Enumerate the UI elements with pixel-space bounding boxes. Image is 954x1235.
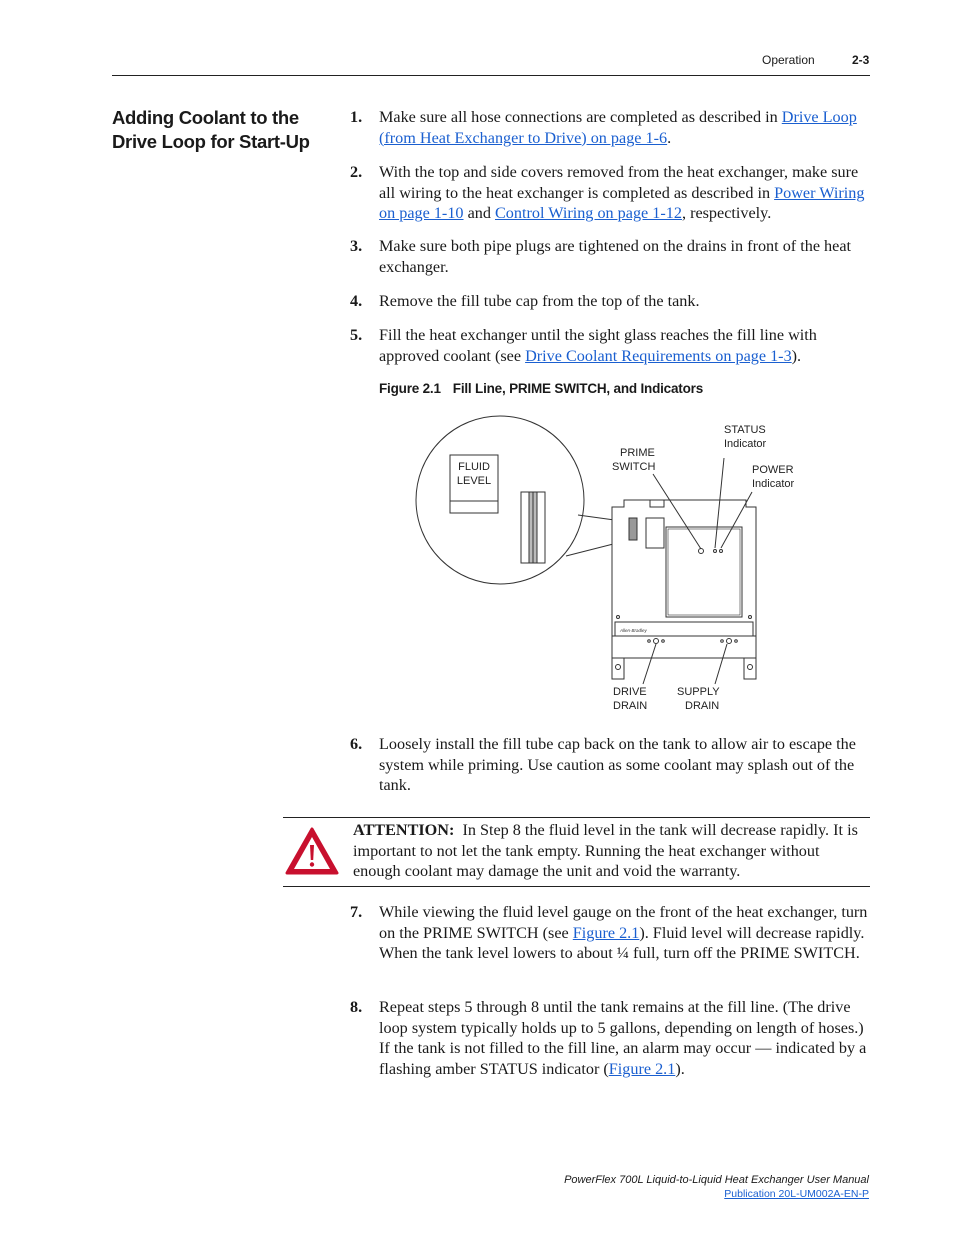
fluid-level-label-1: FLUID xyxy=(458,461,490,473)
footer-manual-title: PowerFlex 700L Liquid-to-Liquid Heat Exchanger User Manual xyxy=(564,1174,869,1186)
gauge-window xyxy=(646,518,664,548)
step-4 xyxy=(350,291,872,312)
status-label-1: STATUS xyxy=(724,424,766,436)
step-2 xyxy=(350,162,872,224)
power-indicator-led xyxy=(720,550,723,553)
step-text: While viewing the fluid level gauge on the front of the heat exchanger, turn on the PRIME SWITCH (see Figure 2.1). Fluid level will decrease rapidly. When the tank level lowers to about ¼ full, turn off the PRIME SWITCH. xyxy=(379,903,868,962)
cross-reference-link[interactable]: Control Wiring on page 1-12 xyxy=(494,204,682,222)
step-6 xyxy=(350,734,872,796)
step-7 xyxy=(350,902,872,964)
prime-switch-label-1: PRIME xyxy=(620,447,655,459)
step-number: 3. xyxy=(350,237,363,255)
step-text: Remove the fill tube cap from the top of the tank. xyxy=(379,292,700,310)
page-number: 2-3 xyxy=(852,53,870,67)
front-panel xyxy=(666,527,742,617)
heat-exchanger-figure xyxy=(410,405,810,725)
step-number: 5. xyxy=(350,326,363,344)
step-number: 2. xyxy=(350,163,363,181)
cross-reference-link[interactable]: Figure 2.1 xyxy=(572,923,640,942)
cross-reference-link[interactable]: Power Wiring on page 1-10 xyxy=(379,183,865,222)
drive-drain-label-2: DRAIN xyxy=(613,700,648,712)
running-header-section: Operation xyxy=(762,53,815,67)
figure-title: Fill Line, PRIME SWITCH, and Indicators xyxy=(452,381,703,396)
status-indicator-led xyxy=(714,550,717,553)
warning-triangle-icon xyxy=(284,826,340,876)
figure-caption xyxy=(379,381,703,396)
drive-drain-label-1: DRIVE xyxy=(613,686,647,698)
step-text: Make sure all hose connections are completed as described in Drive Loop (from Heat Exchanger to Drive) on page 1-6. xyxy=(379,108,857,147)
status-label-2: Indicator xyxy=(724,438,767,450)
power-label-1: POWER xyxy=(752,464,794,476)
attention-label: ATTENTION: xyxy=(353,821,455,839)
power-label-2: Indicator xyxy=(752,478,795,490)
fluid-level-gauge xyxy=(629,518,637,540)
step-text: Loosely install the fill tube cap back on the tank to allow air to escape the system while priming. Use caution as some coolant may splash out of the tank. xyxy=(379,735,856,794)
step-number: 6. xyxy=(350,735,363,753)
prime-switch xyxy=(699,549,704,554)
fill-tube-cap xyxy=(650,500,664,507)
step-number: 8. xyxy=(350,998,363,1016)
section-heading: Adding Coolant to the Drive Loop for Start-Up xyxy=(112,107,310,152)
attention-top-rule xyxy=(283,817,870,818)
step-5 xyxy=(350,325,872,366)
step-text: With the top and side covers removed from the heat exchanger, make sure all wiring to the heat exchanger is completed as described in Power Wiring on page 1-10 and Control Wiring on page 1-12, respectively. xyxy=(379,163,865,222)
cross-reference-link[interactable]: Figure 2.1 xyxy=(608,1059,676,1078)
cross-reference-link[interactable]: Drive Coolant Requirements on page 1-3 xyxy=(525,346,792,365)
step-number: 4. xyxy=(350,292,363,310)
supply-drain-plug xyxy=(727,639,732,644)
header-rule xyxy=(112,75,870,76)
step-text: Repeat steps 5 through 8 until the tank remains at the fill line. (The drive loop system typically holds up to 5 gallons, depending on length of hoses.) If the tank is not filled to the fill line, an alarm may occur — indicated by a flashing amber STATUS indicator (Figure 2.1). xyxy=(379,998,867,1078)
step-number: 7. xyxy=(350,903,363,921)
step-8 xyxy=(350,997,872,1079)
step-text: Fill the heat exchanger until the sight glass reaches the fill line with approved coolant (see Drive Coolant Requirements on page 1-3). xyxy=(379,326,817,365)
step-3 xyxy=(350,236,872,277)
step-text: Make sure both pipe plugs are tightened on the drains in front of the heat exchanger. xyxy=(379,237,852,276)
attention-bottom-rule xyxy=(283,886,870,887)
brand-text: Allen-Bradley xyxy=(620,628,647,633)
supply-drain-label-2: DRAIN xyxy=(685,700,720,712)
step-number: 1. xyxy=(350,108,363,126)
prime-switch-label-2: SWITCH xyxy=(612,461,656,473)
supply-drain-label-1: SUPPLY xyxy=(677,686,720,698)
figure-number: Figure 2.1 xyxy=(379,381,441,396)
zoom-circle xyxy=(416,416,584,584)
attention-body: In Step 8 the fluid level in the tank will decrease rapidly. It is important to not let the tank empty. Running the heat exchanger without enough coolant may damage the unit and void the warranty. xyxy=(353,821,858,880)
step-1 xyxy=(350,107,872,148)
cross-reference-link[interactable]: Drive Loop (from Heat Exchanger to Drive) on page 1-6 xyxy=(379,108,857,147)
attention-text xyxy=(353,820,868,882)
drive-drain-plug xyxy=(654,639,659,644)
footer-publication-link[interactable]: Publication 20L-UM002A-EN-P xyxy=(724,1188,869,1200)
fluid-level-label-2: LEVEL xyxy=(456,475,492,487)
